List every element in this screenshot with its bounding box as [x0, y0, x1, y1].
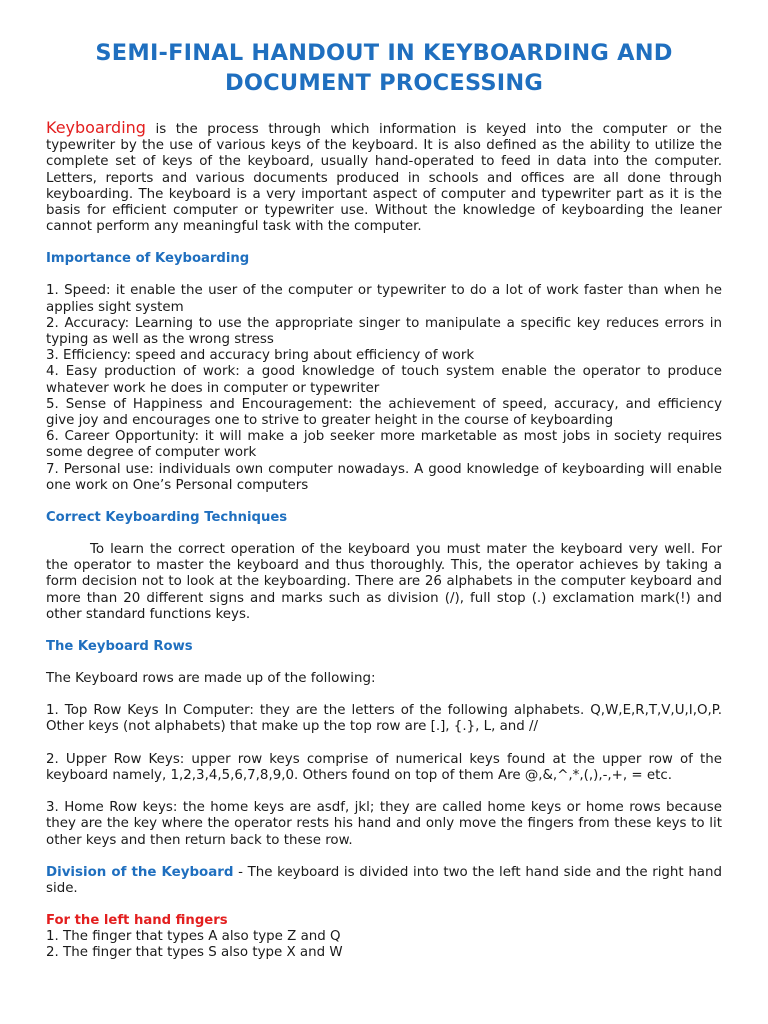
rows-intro: The Keyboard rows are made up of the following:: [46, 671, 376, 687]
intro-paragraph: [46, 120, 722, 235]
rows-item-3: 3. Home Row keys: the home keys are asdf, jkl; they are called home keys or home rows because they are the key where the operator rests his hand and only move the fingers from these keys to lit other keys and then return back to these row.: [46, 800, 722, 848]
importance-item-3: 3. Efficiency: speed and accuracy bring about efficiency of work: [46, 348, 475, 364]
importance-list: [46, 283, 722, 494]
left-hand-heading: For the left hand fingers: [46, 913, 228, 929]
division-paragraph: [46, 865, 722, 897]
importance-item-1: 1. Speed: it enable the user of the computer or typewriter to do a lot of work faster than when he applies sight system: [46, 283, 722, 315]
intro-term: Keyboarding: [46, 118, 146, 137]
intro-text: is the process through which information is keyed into the computer or the typewriter by the use of various keys of the keyboard. It is also defined as the ability to utilize the complete set of keys of the keyboard, usually hand-operated to feed in data into the computer. Letters, reports and various documents produced in schools and offices are all done through keyboarding. The keyboard is a very important aspect of computer and typewriter part as it is the basis for efficient computer or typewriter use. Without the knowledge of keyboarding the leaner cannot perform any meaningful task with the computer.: [46, 122, 722, 235]
importance-item-5: 5. Sense of Happiness and Encouragement: the achievement of speed, accuracy, and efficiency give joy and encourages one to strive to greater height in the course of keyboarding: [46, 396, 722, 429]
importance-item-6: 6. Career Opportunity: it will make a job seeker more marketable as most jobs in society requires some degree of computer work: [46, 429, 722, 461]
left-hand-item-2: 2. The finger that types S also type X and W: [46, 945, 343, 961]
importance-item-7: 7. Personal use: individuals own computer nowadays. A good knowledge of keyboarding will enable one work on One’s Personal computers: [46, 461, 722, 493]
rows-item-1: 1. Top Row Keys In Computer: they are the letters of the following alphabets. Q,W,E,R,T,V,U,I,O,P. Other keys (not alphabets) that make up the top row are [.], {.}, L, and //: [46, 703, 722, 735]
document-title: SEMI-FINAL HANDOUT IN KEYBOARDING AND DOCUMENT PROCESSING: [95, 40, 673, 96]
rows-item-2: 2. Upper Row Keys: upper row keys comprise of numerical keys found at the upper row of the keyboard namely, 1,2,3,4,5,6,7,8,9,0. Others found on top of them Are @,&,^,*,(,),-,+, = etc.: [46, 751, 722, 783]
division-heading: Division of the Keyboard: [46, 864, 234, 880]
left-hand-item-1: 1. The finger that types A also type Z and Q: [46, 929, 341, 945]
importance-item-2: 2. Accuracy: Learning to use the appropriate singer to manipulate a specific key reduces errors in typing as well as the wrong stress: [46, 315, 722, 348]
division-text: - The keyboard is divided into two the left hand side and the right hand side.: [46, 864, 722, 896]
rows-heading: The Keyboard Rows: [46, 639, 193, 655]
importance-heading: Importance of Keyboarding: [46, 251, 250, 267]
importance-item-4: 4. Easy production of work: a good knowledge of touch system enable the operator to produce whatever work he does in computer or typewriter: [46, 364, 722, 396]
techniques-paragraph: To learn the correct operation of the keyboard you must mater the keyboard very well. For the operator to master the keyboard and thus thoroughly. This, the operator achieves by taking a form decision not to look at the keyboarding. There are 26 alphabets in the computer keyboard and more than 20 different signs and marks such as division (/), full stop (.) exclamation mark(!) and other standard functions keys.: [46, 542, 722, 622]
techniques-heading: Correct Keyboarding Techniques: [46, 510, 288, 526]
